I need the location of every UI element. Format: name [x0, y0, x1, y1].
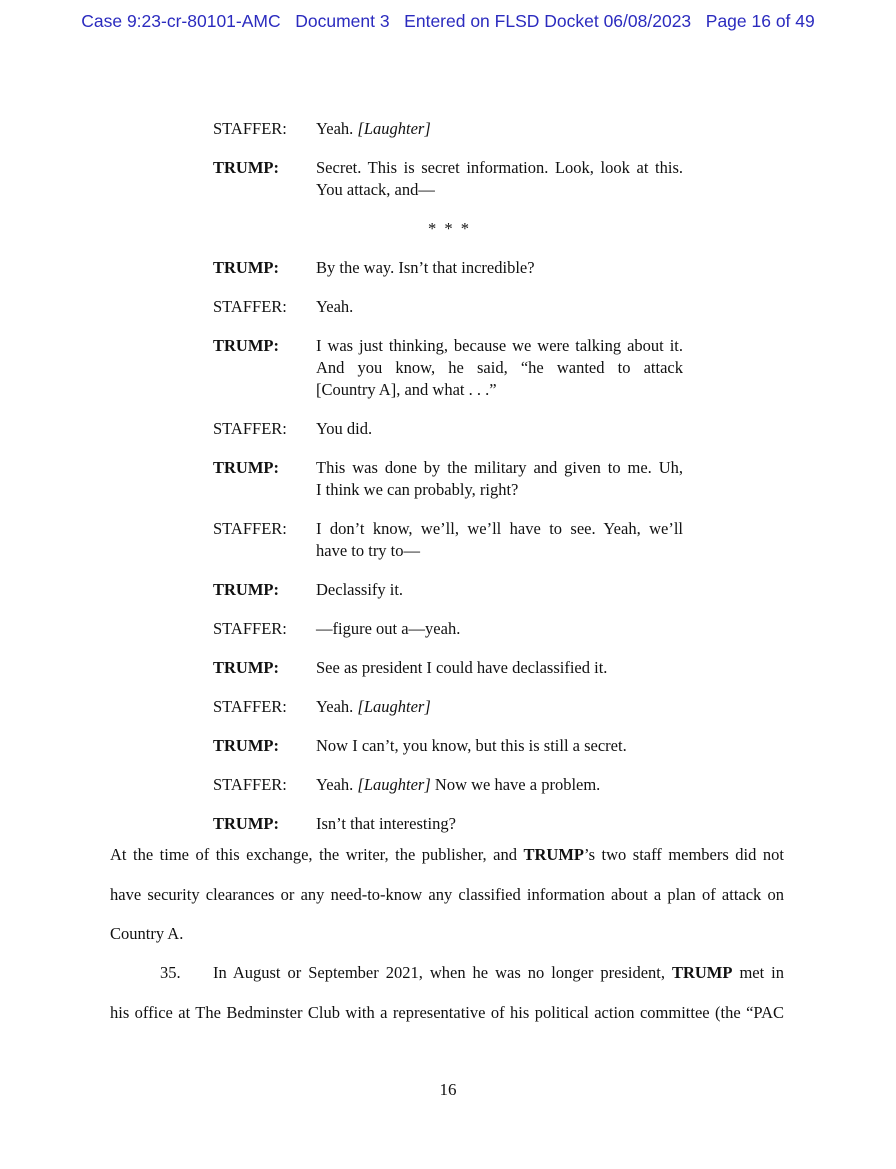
- speech-text: [316, 118, 683, 140]
- header-document-number: Document 3: [295, 11, 390, 31]
- speaker-label: TRUMP:: [213, 258, 279, 277]
- speech-text: [316, 657, 683, 679]
- transcript-entry: [213, 296, 683, 318]
- transcript-entry: [213, 257, 683, 279]
- speaker-label: STAFFER:: [213, 619, 287, 638]
- speech-text: [316, 335, 683, 401]
- speech-text: [316, 257, 683, 279]
- speech-line: And you know, he said, “he wanted to attack: [316, 358, 683, 377]
- stage-direction: [Laughter]: [357, 697, 431, 716]
- speaker-label: TRUMP:: [213, 158, 279, 177]
- speech-line: Secret. This is secret information. Look, look at this.: [316, 158, 683, 177]
- text-span: At the time of this exchange, the writer, the publisher, and: [110, 845, 524, 864]
- transcript-entry: [213, 657, 683, 679]
- speech-line: You attack, and—: [316, 180, 435, 199]
- speech-line: I don’t know, we’ll, we’ll have to see. Yeah, we’ll: [316, 519, 683, 538]
- paragraph-line: [110, 835, 784, 875]
- header-case-number: Case 9:23-cr-80101-AMC: [81, 11, 281, 31]
- speech-text: [316, 618, 683, 640]
- stage-direction: [Laughter]: [357, 775, 431, 794]
- speech-line: Declassify it.: [316, 580, 404, 599]
- text-span: Now we have a problem.: [430, 775, 601, 794]
- text-span: Yeah.: [316, 775, 358, 794]
- speech-line: [316, 774, 683, 796]
- speaker-label: STAFFER:: [213, 297, 287, 316]
- speech-line: I think we can probably, right?: [316, 480, 519, 499]
- speech-line: Isn’t that interesting?: [316, 814, 456, 833]
- speech-line: By the way. Isn’t that incredible?: [316, 258, 535, 277]
- transcript-entry: [213, 157, 683, 201]
- speaker-label: TRUMP:: [213, 658, 279, 677]
- speaker-label: TRUMP:: [213, 814, 279, 833]
- speech-text: [316, 418, 683, 440]
- transcript-entry: [213, 518, 683, 562]
- transcript-entry: [213, 118, 683, 140]
- speech-text: [316, 579, 683, 601]
- speech-text: [316, 457, 683, 501]
- text-span: met in: [732, 963, 785, 982]
- text-span: Yeah.: [316, 119, 358, 138]
- paragraph-line: his office at The Bedminster Club with a representative of his political action committee (the “PAC: [110, 1002, 784, 1022]
- transcript-entry: [213, 774, 683, 796]
- speech-text: [316, 735, 683, 757]
- speech-text: [316, 518, 683, 562]
- paragraph-line: Country A.: [110, 924, 184, 943]
- speech-line: [316, 118, 683, 140]
- speech-line: [Country A], and what . . .”: [316, 380, 497, 399]
- speaker-label: TRUMP:: [213, 336, 279, 355]
- header-entered-date: Entered on FLSD Docket 06/08/2023: [404, 11, 692, 31]
- speech-line: See as president I could have declassified it.: [316, 658, 608, 677]
- transcript-entry: [213, 335, 683, 401]
- speaker-label: TRUMP:: [213, 458, 279, 477]
- bold-name: TRUMP: [523, 845, 584, 864]
- transcript: [213, 118, 683, 852]
- speaker-label: TRUMP:: [213, 736, 279, 755]
- text-span: Yeah.: [316, 697, 358, 716]
- text-span: In August or September 2021, when he was no longer president,: [213, 963, 672, 982]
- speaker-label: TRUMP:: [213, 580, 279, 599]
- speech-line: have to try to—: [316, 541, 421, 560]
- section-break-stars: * * *: [428, 219, 471, 238]
- bold-name: TRUMP: [671, 963, 733, 982]
- transcript-entry: [213, 457, 683, 501]
- speech-line: [316, 696, 683, 718]
- paragraph-number: 35.: [160, 963, 181, 982]
- speech-text: [316, 157, 683, 201]
- speech-text: [316, 813, 683, 835]
- stage-direction: [Laughter]: [357, 119, 431, 138]
- speech-line: Now I can’t, you know, but this is still a secret.: [316, 736, 627, 755]
- speaker-label: STAFFER:: [213, 519, 287, 538]
- transcript-entry: [213, 618, 683, 640]
- paragraph-line: [110, 953, 784, 993]
- speech-line: Yeah.: [316, 297, 354, 316]
- speaker-label: STAFFER:: [213, 775, 287, 794]
- speaker-label: STAFFER:: [213, 419, 287, 438]
- speech-text: [316, 296, 683, 318]
- transcript-entry: [213, 579, 683, 601]
- speech-line: —figure out a—yeah.: [316, 619, 461, 638]
- header-page-count: Page 16 of 49: [705, 11, 815, 31]
- paragraph-exchange-context: [110, 835, 784, 954]
- text-span: ’s two staff members did not: [584, 845, 784, 864]
- speaker-label: STAFFER:: [213, 697, 287, 716]
- speech-line: I was just thinking, because we were talking about it.: [316, 336, 683, 355]
- paragraph-35: [110, 953, 784, 1032]
- page-number: 16: [439, 1080, 457, 1099]
- transcript-entry: [213, 735, 683, 757]
- speech-text: [316, 774, 683, 796]
- transcript-entry: [213, 813, 683, 835]
- docket-header: [0, 11, 896, 32]
- speech-text: [316, 696, 683, 718]
- speaker-label: STAFFER:: [213, 119, 287, 138]
- speech-line: You did.: [316, 419, 373, 438]
- paragraph-line: have security clearances or any need-to-know any classified information about a plan of attack on: [110, 884, 784, 904]
- speech-line: This was done by the military and given to me. Uh,: [316, 458, 683, 477]
- transcript-entry: [213, 696, 683, 718]
- transcript-entry: [213, 418, 683, 440]
